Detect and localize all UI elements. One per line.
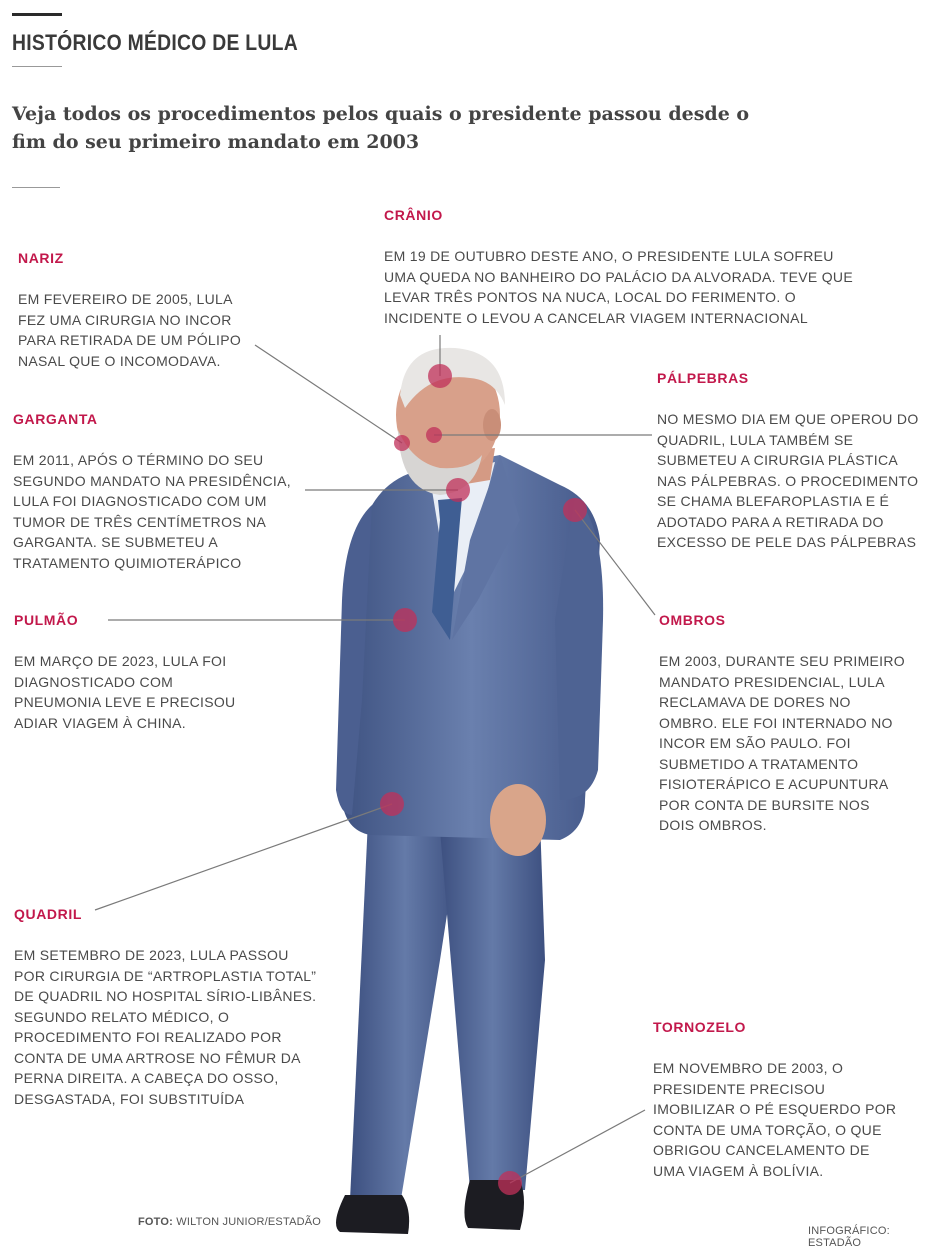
palpebras-label: PÁLPEBRAS (657, 370, 749, 386)
page-title: HISTÓRICO MÉDICO DE LULA (12, 30, 298, 55)
left-leg (350, 820, 460, 1205)
right-hand (490, 784, 546, 856)
leader-quadril (95, 804, 392, 910)
garganta-label: GARGANTA (13, 411, 98, 427)
dot-pulmao (393, 608, 417, 632)
page-subtitle: Veja todos os procedimentos pelos quais o presidente passou desde o fim do seu primeiro mandato em 2003 (12, 103, 750, 153)
pulmao-label: PULMÃO (14, 612, 79, 628)
cranio-label: CRÂNIO (384, 207, 443, 223)
ombros-text: EM 2003, DURANTE SEU PRIMEIRO MANDATO PRESIDENCIAL, LULA RECLAMAVA DE DORES NO OMBRO. ELE FOI INTERNADO NO INCOR EM SÃO PAULO. FOI SUBMETIDO A TRATAMENTO FISIOTERÁPICO E ACUPUNTURA POR CONTA DE BURSITE NOS DOIS OMBROS. (659, 653, 905, 833)
right-leg (440, 820, 545, 1190)
pulmao-text: EM MARÇO DE 2023, LULA FOI DIAGNOSTICADO COM PNEUMONIA LEVE E PRECISOU ADIAR VIAGEM À CHINA. (14, 653, 236, 731)
photo-credit (138, 1216, 321, 1228)
tornozelo-label: TORNOZELO (653, 1019, 747, 1035)
cranio-text: EM 19 DE OUTUBRO DESTE ANO, O PRESIDENTE LULA SOFREU UMA QUEDA NO BANHEIRO DO PALÁCIO DA ALVORADA. TEVE QUE LEVAR TRÊS PONTOS NA NUCA, LOCAL DO FERIMENTO. O INCIDENTE O LEVOU A CANCELAR VIAGEM INTERNACIONAL (384, 248, 853, 326)
quadril-text: EM SETEMBRO DE 2023, LULA PASSOU POR CIRURGIA DE “ARTROPLASTIA TOTAL” DE QUADRIL NO HOSPITAL SÍRIO-LIBÂNES. SEGUNDO RELATO MÉDICO, O PROCEDIMENTO FOI REALIZADO POR CONTA DE UMA ARTROSE NO FÊMUR DA PERNA DIREITA. A CABEÇA DO OSSO, DESGASTADA, FOI SUBSTITUÍDA (14, 947, 317, 1107)
dot-cranio (428, 364, 452, 388)
ombros-label: OMBROS (659, 612, 726, 628)
dot-palpebras (426, 427, 442, 443)
infographic-credit: INFOGRÁFICO: ESTADÃO (808, 1225, 890, 1249)
garganta-text: EM 2011, APÓS O TÉRMINO DO SEU SEGUNDO MANDATO NA PRESIDÊNCIA, LULA FOI DIAGNOSTICADO COM UM TUMOR DE TRÊS CENTÍMETROS NA GARGANTA. SE SUBMETEU A TRATAMENTO QUIMIOTERÁPICO (13, 452, 291, 571)
photo-credit-prefix: FOTO: (138, 1216, 174, 1228)
dot-ombros (563, 498, 587, 522)
leader-nariz (255, 345, 402, 443)
ear (483, 409, 501, 441)
photo-credit-name: WILTON JUNIOR/ESTADÃO (176, 1216, 322, 1228)
nariz-label: NARIZ (18, 250, 64, 266)
palpebras-text: NO MESMO DIA EM QUE OPEROU DO QUADRIL, LULA TAMBÉM SE SUBMETEU A CIRURGIA PLÁSTICA NAS PÁLPEBRAS. O PROCEDIMENTO SE CHAMA BLEFAROPLASTIA E É ADOTADO PARA A RETIRADA DO EXCESSO DE PELE DAS PÁLPEBRAS (657, 411, 919, 550)
dot-nariz (394, 435, 410, 451)
left-shoe (336, 1195, 409, 1234)
tornozelo-text: EM NOVEMBRO DE 2003, O PRESIDENTE PRECISOU IMOBILIZAR O PÉ ESQUERDO POR CONTA DE UMA TORÇÃO, O QUE OBRIGOU CANCELAMENTO DE UMA VIAGEM À BOLÍVIA. (653, 1060, 897, 1179)
nariz-text: EM FEVEREIRO DE 2005, LULA FEZ UMA CIRURGIA NO INCOR PARA RETIRADA DE UM PÓLIPO NASAL QUE O INCOMODAVA. (18, 291, 242, 369)
quadril-label: QUADRIL (14, 906, 82, 922)
dot-garganta (446, 478, 470, 502)
dot-quadril (380, 792, 404, 816)
dot-tornozelo (498, 1171, 522, 1195)
